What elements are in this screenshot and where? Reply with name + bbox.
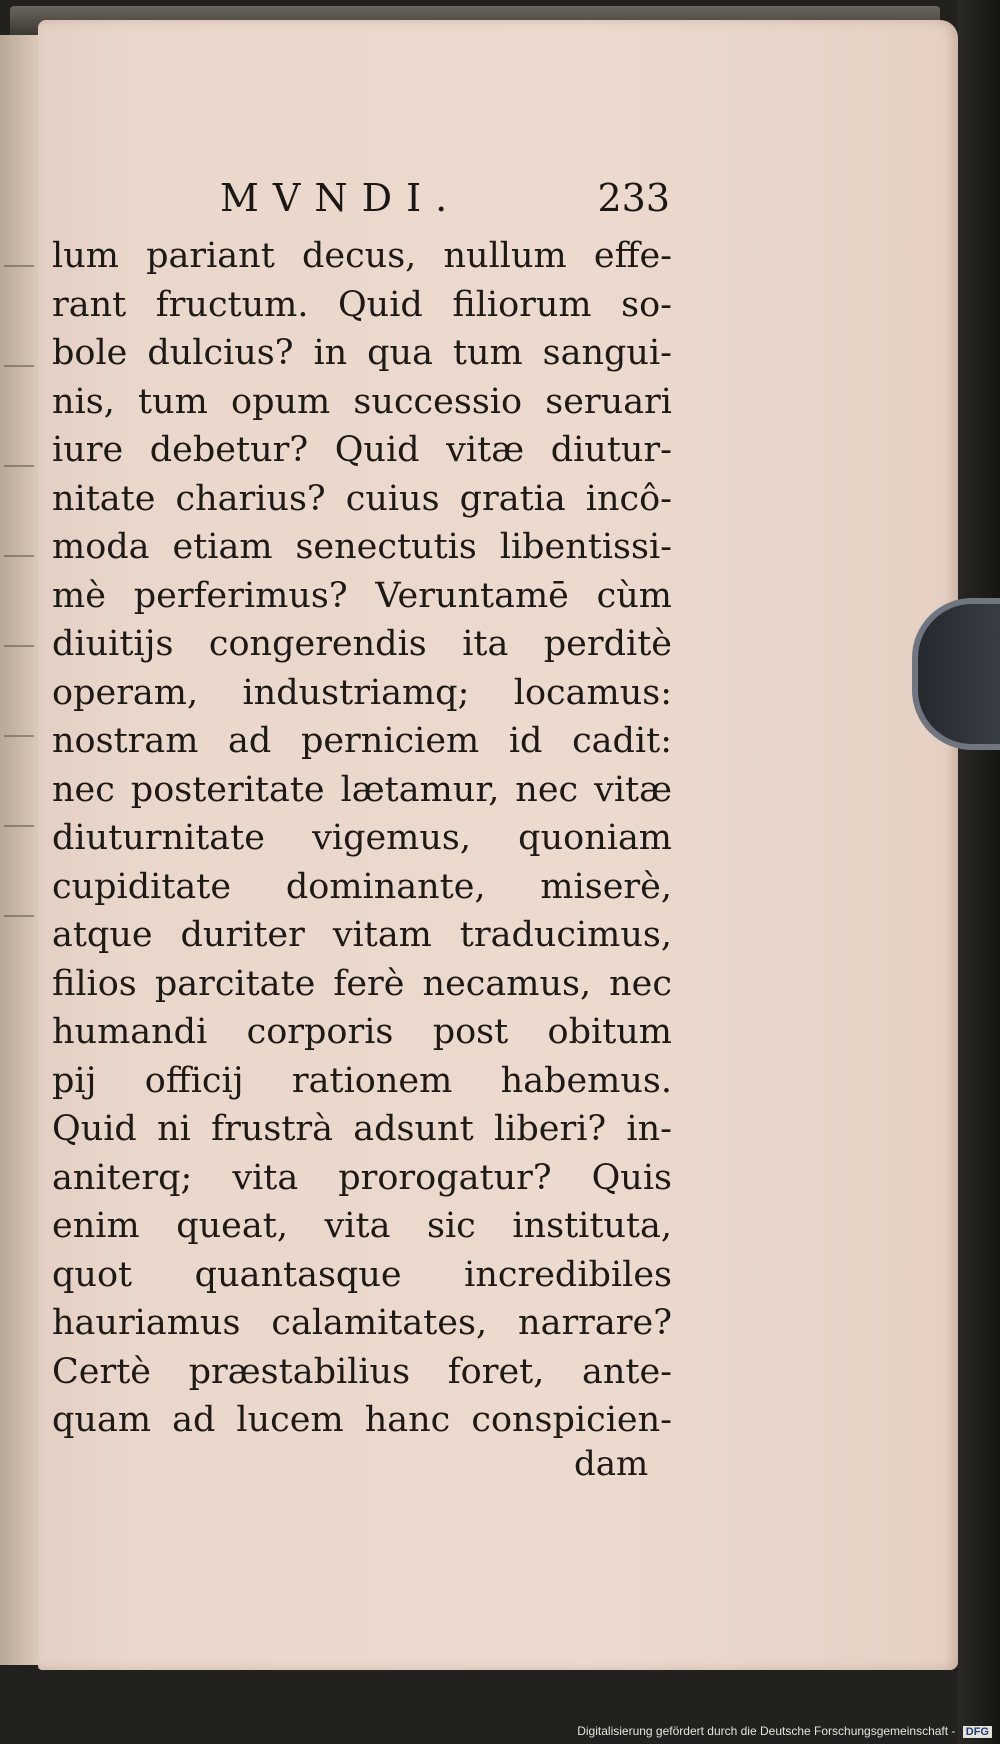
catchword: dam — [574, 1444, 649, 1484]
text-line: mè perferimus? Veruntamē cùm — [52, 575, 672, 616]
right-binding — [958, 0, 1000, 1744]
text-line: operam, industriamq; locamus: — [52, 672, 672, 713]
credit-text: Digitalisierung gefördert durch die Deutsche Forschungsgemeinschaft - — [577, 1724, 956, 1738]
text-line: iure debetur? Quid vitæ diutur- — [52, 430, 672, 470]
body-text — [52, 232, 672, 1445]
running-head: MVNDI. — [220, 176, 462, 220]
text-line: lum pariant decus, nullum effe- — [52, 236, 672, 276]
page-header — [210, 176, 670, 226]
text-line: humandi corporis post obitum — [52, 1012, 672, 1052]
text-line: bole dulcius? in qua tum sangui- — [52, 333, 672, 373]
text-line: cupiditate dominante, miserè, — [52, 866, 672, 907]
text-line: rant fructum. Quid filiorum so- — [52, 284, 672, 325]
text-line: moda etiam senectutis libentissi- — [52, 527, 672, 567]
text-line: Certè præstabilius foret, ante- — [52, 1351, 672, 1392]
digitization-credit — [577, 1724, 992, 1738]
text-line: filios parcitate ferè necamus, nec — [52, 963, 672, 1004]
text-line: enim queat, vita sic instituta, — [52, 1206, 672, 1246]
text-line: diuturnitate vigemus, quoniam — [52, 818, 672, 858]
text-line: nostram ad perniciem id cadit: — [52, 721, 672, 761]
text-line: nis, tum opum successio seruari — [52, 381, 672, 422]
text-line: quam ad lucem hanc conspicien- — [52, 1400, 672, 1440]
text-line: diuitijs congerendis ita perditè — [52, 624, 672, 664]
text-line: nec posteritate lætamur, nec vitæ — [52, 769, 672, 810]
text-line: Quid ni frustrà adsunt liberi? in- — [52, 1109, 672, 1149]
page-clip — [912, 598, 1000, 750]
text-line: atque duriter vitam traducimus, — [52, 915, 672, 955]
text-line: quot quantasque incredibiles — [52, 1254, 672, 1295]
text-line: pij officij rationem habemus. — [52, 1060, 672, 1101]
text-line: hauriamus calamitates, narrare? — [52, 1303, 672, 1343]
page-number: 233 — [597, 176, 670, 220]
dfg-logo: DFG — [963, 1726, 992, 1738]
text-line: nitate charius? cuius gratia incô- — [52, 478, 672, 519]
text-line: aniterq; vita prorogatur? Quis — [52, 1157, 672, 1198]
